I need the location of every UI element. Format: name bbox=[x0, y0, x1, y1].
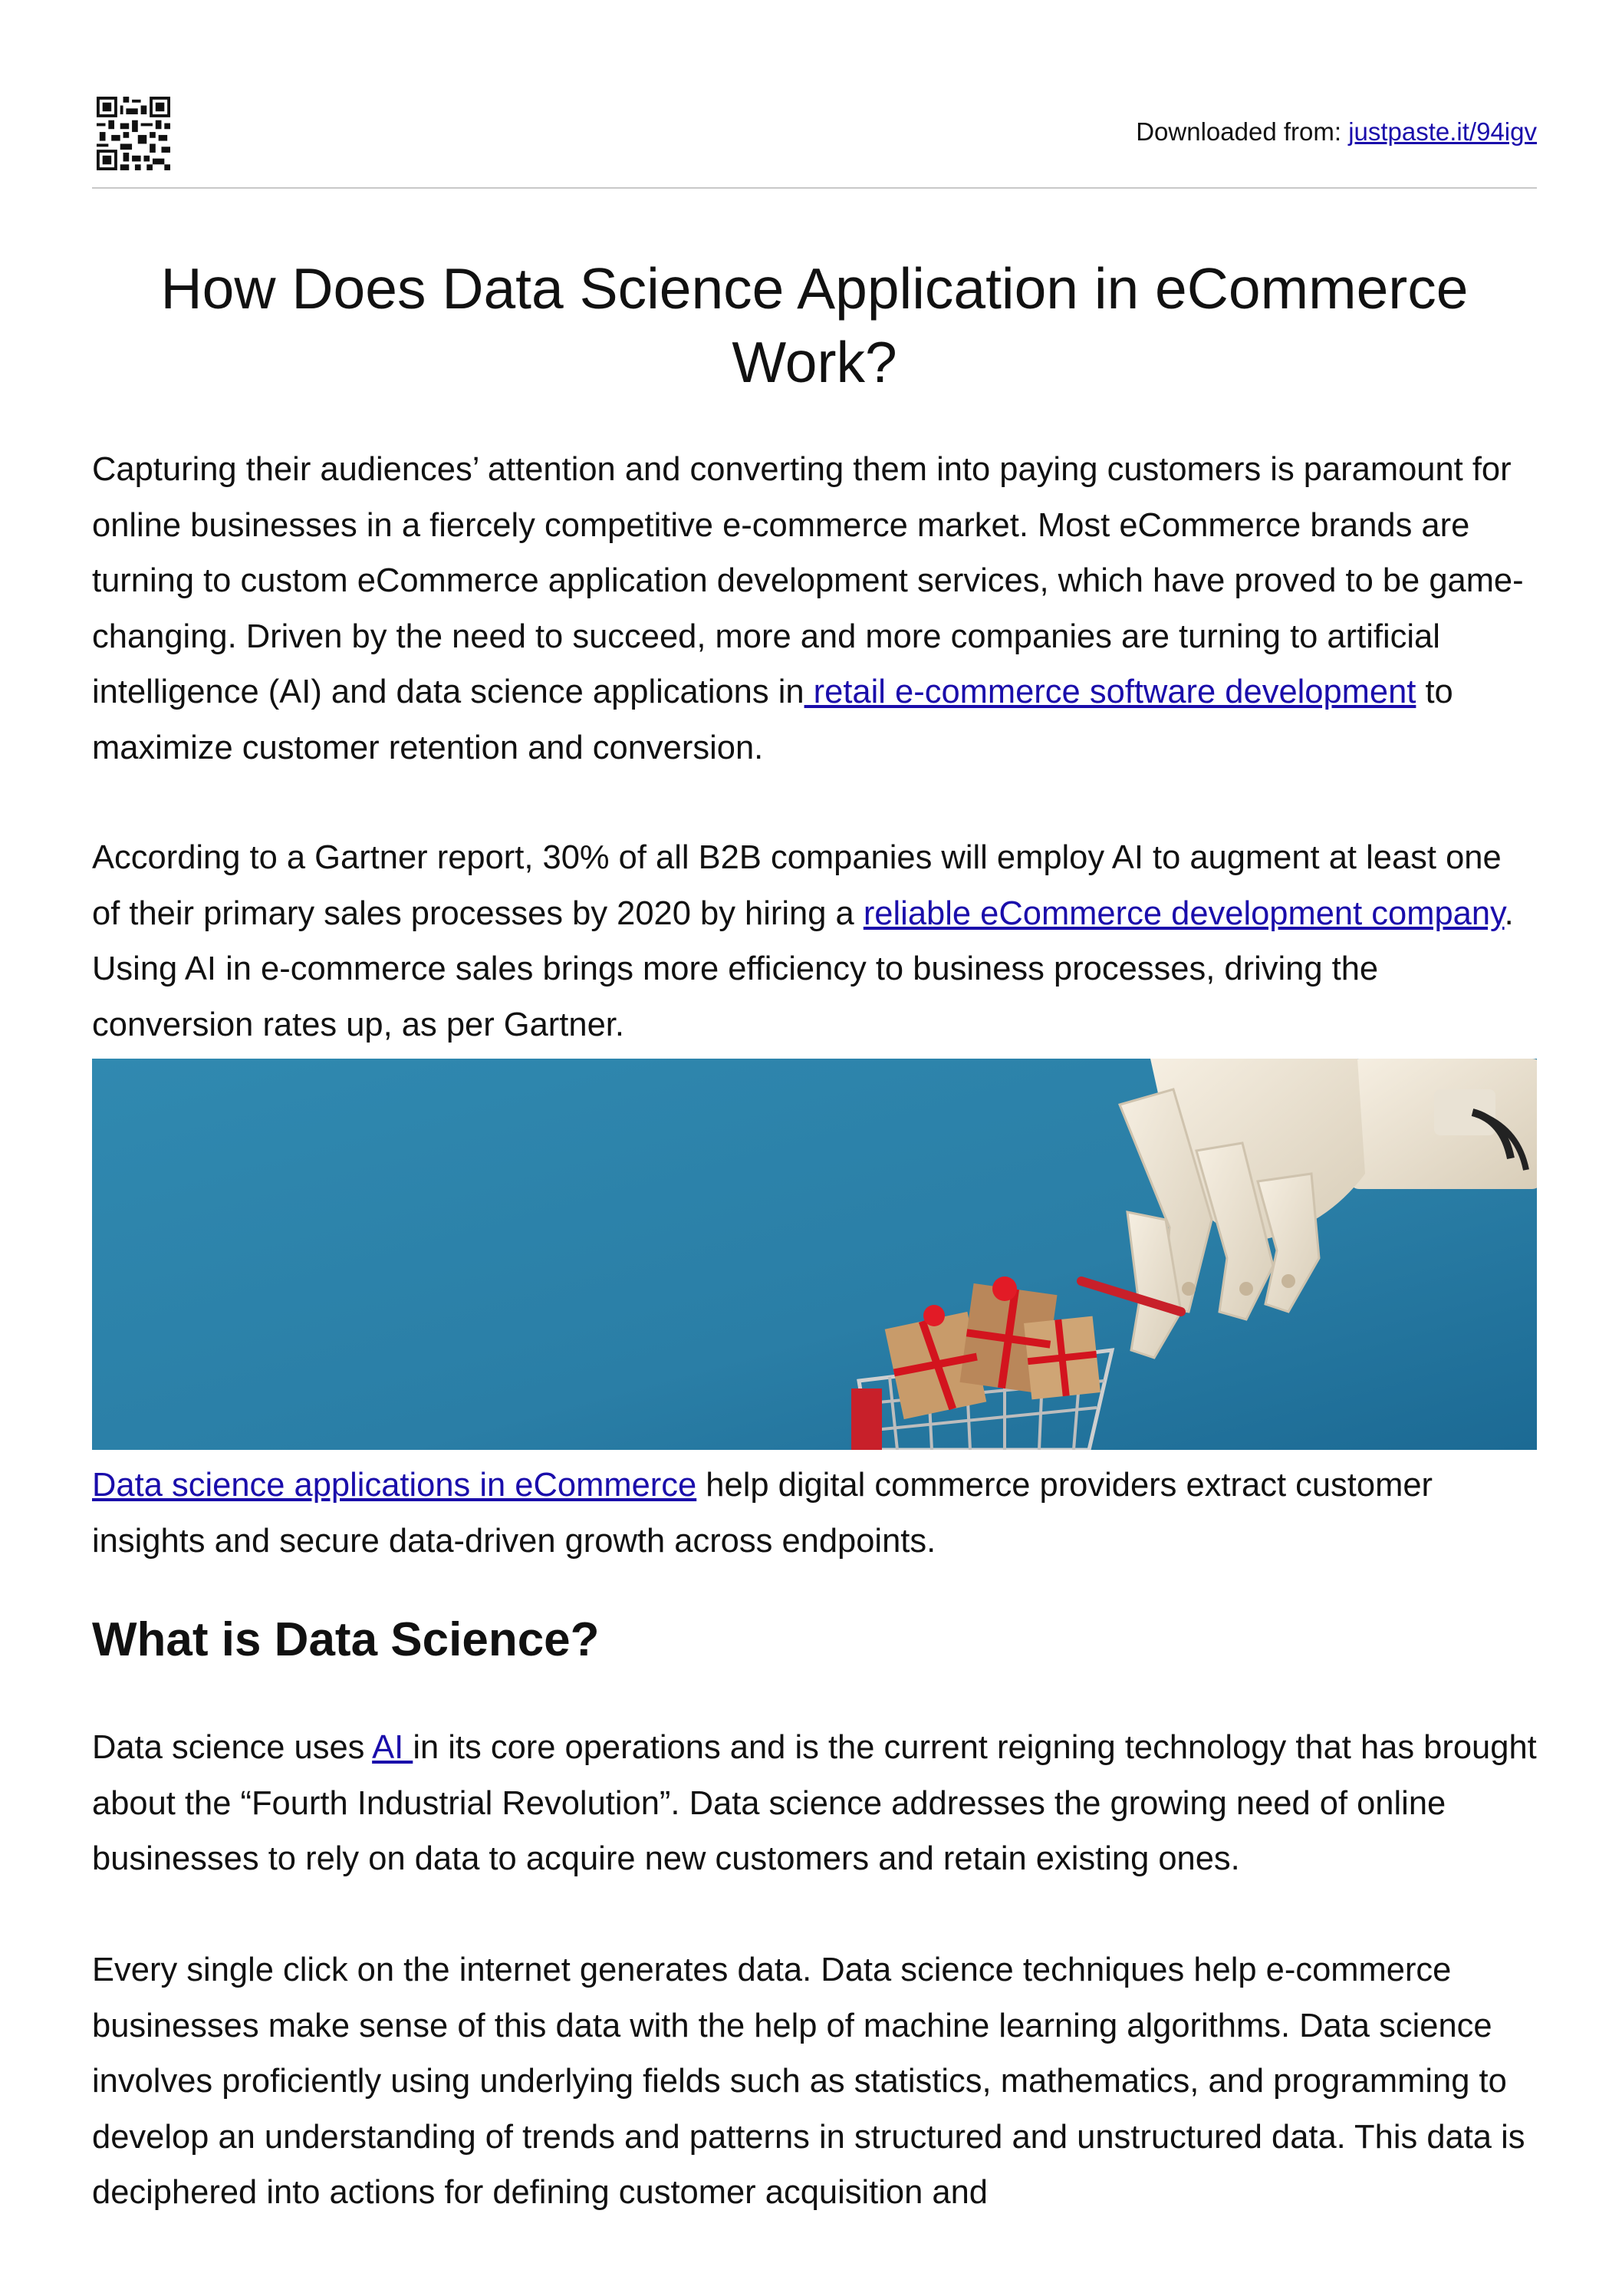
gartner-paragraph bbox=[92, 830, 1537, 1052]
retail-ecommerce-software-link[interactable]: retail e-commerce software development bbox=[804, 674, 1416, 710]
intro-text-start: Capturing their audiences’ attention and converting them into paying customers is paramount for online businesses in a fiercely competitive e-commerce market. Most eCommerce brands are turning to custom eCommerce application development services, which have proved to be game-changing. Driven by the need to succeed, more and more companies are turning to artificial intelligence (AI) and data science applications in bbox=[92, 451, 1524, 710]
image-caption bbox=[92, 1458, 1537, 1569]
ai-link[interactable]: AI bbox=[372, 1729, 413, 1766]
click-data-paragraph: Every single click on the internet generates data. Data science techniques help e-commerce businesses make sense of this data with the help of machine learning algorithms. Data science involves proficiently using underlying fields such as statistics, mathematics, and programming to develop an understanding of trends and patterns in structured and unstructured data. This data is deciphered into actions for defining customer acquisition and bbox=[92, 1952, 1525, 2211]
downloaded-from-line bbox=[1136, 117, 1537, 147]
gartner-text-start: According to a Gartner report, 30% of all B2B companies will employ AI to augment at least one of their primary sales processes by 2020 by hiring a bbox=[92, 839, 1502, 932]
intro-paragraph bbox=[92, 442, 1537, 776]
data-science-paragraph bbox=[92, 1720, 1537, 1887]
download-header bbox=[92, 0, 1537, 189]
caption-text: help digital commerce providers extract customer insights and secure data-driven growth across endpoints. bbox=[92, 1467, 1433, 1560]
robot-hand-shopping-cart-image bbox=[92, 1059, 1537, 1450]
source-link[interactable]: justpaste.it/94igv bbox=[1348, 117, 1537, 146]
data-science-applications-link[interactable]: Data science applications in eCommerce bbox=[92, 1467, 697, 1504]
ds-text-start: Data science uses bbox=[92, 1729, 373, 1766]
intro-text-end: to maximize customer retention and conversion. bbox=[92, 674, 1453, 766]
document-page bbox=[92, 0, 1537, 2211]
gartner-text-end: . Using AI in e-commerce sales brings more efficiency to business processes, driving the conversion rates up, as per Gartner. bbox=[92, 894, 1514, 1043]
qr-code-icon bbox=[97, 97, 170, 170]
section-heading: What is Data Science? bbox=[92, 1613, 600, 1666]
hero-illustration bbox=[92, 1059, 1537, 1450]
downloaded-from-label: Downloaded from: bbox=[1136, 117, 1342, 146]
ecommerce-development-company-link[interactable]: reliable eCommerce development company bbox=[863, 894, 1505, 932]
ds-text-end: in its core operations and is the current reigning technology that has brought about the “Fourth Industrial Revolution”. Data science addresses the growing need of online businesses to rely on data to acquire new customers and retain existing ones. bbox=[92, 1729, 1537, 1877]
page-title: How Does Data Science Application in eCommerce Work? bbox=[160, 256, 1469, 394]
